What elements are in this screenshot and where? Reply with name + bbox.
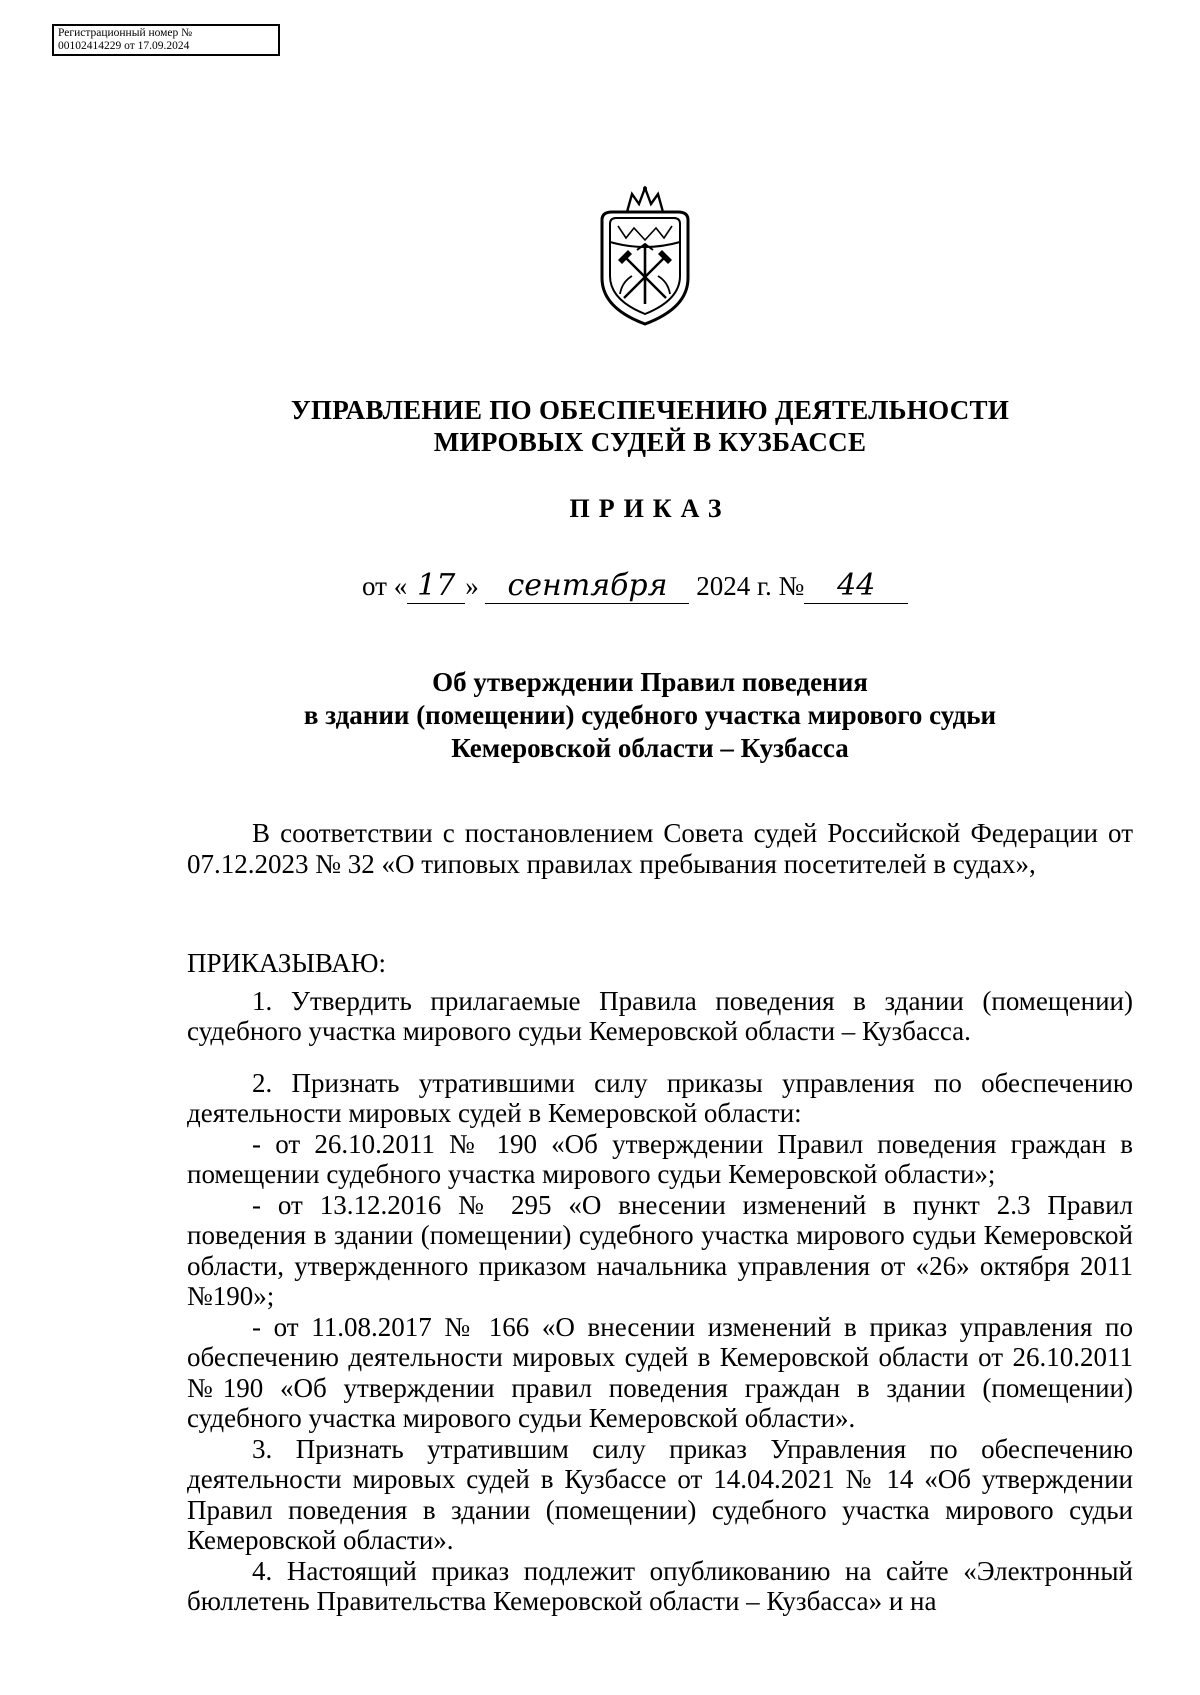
date-year: 2024 г. №: [696, 571, 805, 601]
item-3: 3. Признать утратившим силу приказ Управления по обеспечению деятельности мировых судей в Кузбассе от 14.04.2021 № 14 «Об утверждении Правил поведения в здании (помещении) судебного участка мирового судьи Кемеровской области».: [187, 1433, 1133, 1555]
preamble-paragraph: В соответствии с постановлением Совета судей Российской Федерации от 07.12.2023 № 32 «О типовых правилах пребывания посетителей в судах»,: [187, 818, 1133, 879]
preamble: [187, 818, 1133, 879]
registration-stamp: [52, 24, 280, 56]
registration-label: Регистрационный номер №: [58, 27, 193, 39]
order-word: ПРИКАЗЫВАЮ:: [187, 948, 386, 978]
date-prefix: от «: [362, 571, 408, 601]
item-1: 1. Утвердить прилагаемые Правила поведения в здании (помещении) судебного участка мирового судьи Кемеровской области – Кузбасса.: [187, 985, 1133, 1046]
organization-title: [160, 394, 1140, 458]
date-month-handwritten: сентября: [485, 568, 689, 604]
order-body: [187, 948, 1133, 1617]
item-2-b: - от 13.12.2016 № 295 «О внесении изменений в пункт 2.3 Правил поведения в здании (помещении) судебного участка мирового судьи Кемеровской области, утвержденного приказом начальника управления от «26» октября 2011 №190»;: [187, 1189, 1133, 1311]
subject-line-2: в здании (помещении) судебного участка мирового судьи: [303, 700, 997, 730]
subject-line-1: Об утверждении Правил поведения: [432, 667, 868, 697]
order-number-handwritten: 44: [804, 568, 908, 604]
date-line: [362, 568, 908, 612]
date-mid: »: [465, 571, 479, 601]
registration-number: 00102414229 от 17.09.2024: [58, 40, 190, 52]
document-type: ПРИКАЗ: [569, 494, 731, 523]
item-4: 4. Настоящий приказ подлежит опубликованию на сайте «Электронный бюллетень Правительства Кемеровской области – Кузбасса» и на: [187, 1555, 1133, 1616]
organization-title-line-2: МИРОВЫХ СУДЕЙ В КУЗБАССЕ: [433, 427, 867, 457]
organization-title-line-1: УПРАВЛЕНИЕ ПО ОБЕСПЕЧЕНИЮ ДЕЯТЕЛЬНОСТИ: [290, 395, 1010, 425]
item-2: 2. Признать утратившими силу приказы управления по обеспечению деятельности мировых судей в Кемеровской области:: [187, 1067, 1133, 1128]
subject-line-3: Кемеровской области – Кузбасса: [451, 733, 849, 763]
document-subject: [160, 666, 1140, 765]
item-2-a: - от 26.10.2011 № 190 «Об утверждении Правил поведения граждан в помещении судебного участка мирового судьи Кемеровской области»;: [187, 1128, 1133, 1189]
date-day-handwritten: 17: [407, 568, 465, 604]
kuzbass-coat-of-arms-icon: [592, 186, 698, 326]
item-2-c: - от 11.08.2017 № 166 «О внесении изменений в приказ управления по обеспечению деятельности мировых судей в Кемеровской области от 26.10.2011 №190 «Об утверждении правил поведения граждан в здании (помещении) судебного участка мирового судьи Кемеровской области».: [187, 1311, 1133, 1433]
